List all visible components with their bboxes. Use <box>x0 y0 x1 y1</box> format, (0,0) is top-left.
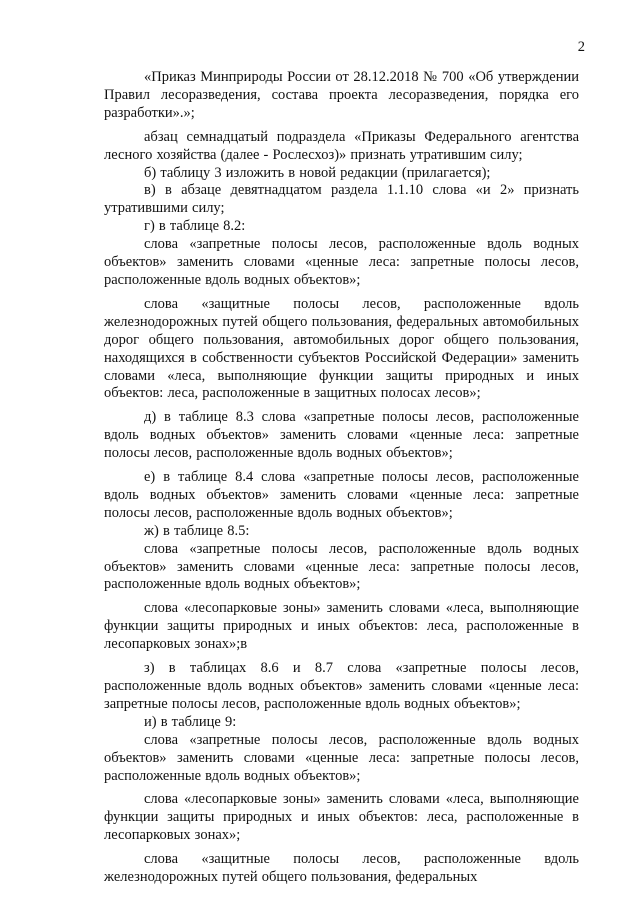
document-body <box>104 69 579 887</box>
paragraph-order-reference: «Приказ Минприроды России от 28.12.2018 № 700 «Об утверждении Правил лесоразведения, состава проекта лесоразведения, порядка его разработки».»; <box>104 69 579 121</box>
paragraph-i-words-1: слова «запретные полосы лесов, расположенные вдоль водных объектов» заменить словами «ценные леса: запретные полосы лесов, расположенные вдоль водных объектов»; <box>104 731 579 784</box>
paragraph-zh-words-2: слова «лесопарковые зоны» заменить словами «леса, выполняющие функции защиты природных и иных объектов: леса, расположенные в лесопарковых зонах»;в <box>104 600 579 653</box>
page-number: 2 <box>577 39 585 55</box>
paragraph-item-i: и) в таблице 9: <box>144 713 237 730</box>
paragraph-item-z: з) в таблицах 8.6 и 8.7 слова «запретные полосы лесов, расположенные вдоль водных объектов» заменить словами «ценные леса: запретные полосы лесов, расположенные вдоль водных объектов»; <box>104 660 579 712</box>
paragraph-item-e: е) в таблице 8.4 слова «запретные полосы лесов, расположенные вдоль водных объектов» заменить словами «ценные леса: запретные полосы лесов, расположенные вдоль водных объектов»; <box>104 469 579 521</box>
paragraph-zh-words-1: слова «запретные полосы лесов, расположенные вдоль водных объектов» заменить словами «ценные леса: запретные полосы лесов, расположенные вдоль водных объектов»; <box>104 540 579 593</box>
paragraph-rosleskhoz-subsection: абзац семнадцатый подраздела «Приказы Федерального агентства лесного хозяйства (далее - Рослесхоз)» признать утратившим силу; <box>104 128 579 163</box>
paragraph-g-words-1: слова «запретные полосы лесов, расположенные вдоль водных объектов» заменить словами «ценные леса: запретные полосы лесов, расположенные вдоль водных объектов»; <box>104 236 579 288</box>
paragraph-i-words-3: слова «защитные полосы лесов, расположенные вдоль железнодорожных путей общего пользования, федеральных <box>104 851 579 886</box>
paragraph-item-zh: ж) в таблице 8.5: <box>144 522 250 539</box>
paragraph-item-g: г) в таблице 8.2: <box>144 218 246 235</box>
paragraph-i-words-2: слова «лесопарковые зоны» заменить словами «леса, выполняющие функции защиты природных и иных объектов: леса, расположенные в лесопарковых зонах»; <box>104 791 579 844</box>
paragraph-item-v: в) в абзаце девятнадцатом раздела 1.1.10 слова «и 2» признать утратившими силу; <box>104 182 579 217</box>
paragraph-item-b: б) таблицу 3 изложить в новой редакции (прилагается); <box>144 164 491 181</box>
paragraph-item-d: д) в таблице 8.3 слова «запретные полосы лесов, расположенные вдоль водных объектов» заменить словами «ценные леса: запретные полосы лесов, расположенные вдоль водных объектов»; <box>104 409 579 462</box>
paragraph-g-words-2: слова «защитные полосы лесов, расположенные вдоль железнодорожных путей общего пользования, федеральных автомобильных дорог общего пользования, автомобильных дорог общего пользования, находящихся в собственности субъектов Российской Федерации» заменить словами «леса, выполняющие функции защиты природных и иных объектов: леса, расположенные в защитных полосах лесов»; <box>104 295 579 402</box>
